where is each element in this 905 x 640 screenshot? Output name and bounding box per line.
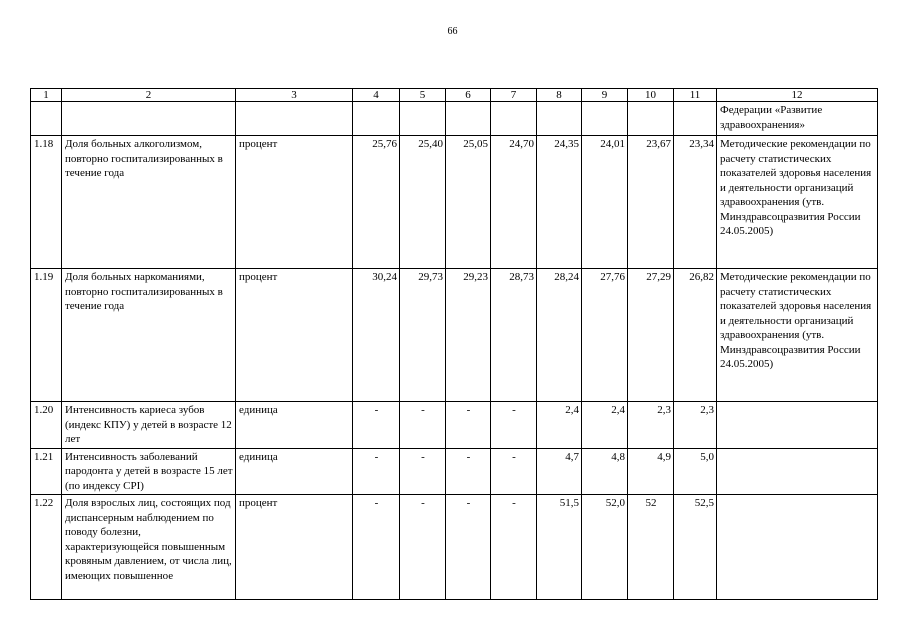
source-cell [717, 495, 878, 600]
value-cell: 4,8 [582, 448, 628, 495]
value-cell: - [491, 402, 537, 449]
header-cell: 10 [628, 89, 674, 102]
value-cell: 25,40 [400, 136, 446, 269]
table-row [31, 136, 878, 269]
value-cell: - [491, 495, 537, 600]
indicator-cell: Доля больных наркоманиями, повторно госпитализированных в течение года [62, 269, 236, 402]
unit-cell: единица [236, 402, 353, 449]
header-cell: 4 [353, 89, 400, 102]
unit-cell: процент [236, 495, 353, 600]
value-cell: 26,82 [674, 269, 717, 402]
row-id: 1.21 [31, 448, 62, 495]
value-cell: 27,29 [628, 269, 674, 402]
value-cell: 29,23 [446, 269, 491, 402]
header-cell: 3 [236, 89, 353, 102]
value-cell: 2,3 [628, 402, 674, 449]
value-cell: 23,67 [628, 136, 674, 269]
value-cell: 4,7 [537, 448, 582, 495]
header-cell: 8 [537, 89, 582, 102]
value-cell: 30,24 [353, 269, 400, 402]
header-cell: 11 [674, 89, 717, 102]
indicator-cell: Интенсивность заболеваний пародонта у детей в возрасте 15 лет (по индексу CPI) [62, 448, 236, 495]
source-cell [717, 448, 878, 495]
value-cell: 24,35 [537, 136, 582, 269]
value-cell: 28,73 [491, 269, 537, 402]
value-cell: 52,5 [674, 495, 717, 600]
value-cell: 52,0 [582, 495, 628, 600]
value-cell: 5,0 [674, 448, 717, 495]
value-cell: 29,73 [400, 269, 446, 402]
header-cell: 9 [582, 89, 628, 102]
value-cell: 25,76 [353, 136, 400, 269]
value-cell: 52 [628, 495, 674, 600]
indicator-cell: Доля больных алкоголизмом, повторно госпитализированных в течение года [62, 136, 236, 269]
header-row [31, 89, 878, 102]
value-cell: 51,5 [537, 495, 582, 600]
value-cell: - [446, 402, 491, 449]
unit-cell: процент [236, 269, 353, 402]
value-cell: - [353, 495, 400, 600]
row-id: 1.19 [31, 269, 62, 402]
value-cell: 28,24 [537, 269, 582, 402]
header-cell: 1 [31, 89, 62, 102]
value-cell: 23,34 [674, 136, 717, 269]
header-cell: 5 [400, 89, 446, 102]
indicators-table [30, 88, 878, 600]
value-cell: - [353, 402, 400, 449]
value-cell: 27,76 [582, 269, 628, 402]
value-cell: 24,70 [491, 136, 537, 269]
value-cell: - [446, 448, 491, 495]
table-row [31, 495, 878, 600]
value-cell: 25,05 [446, 136, 491, 269]
page-number: 66 [447, 26, 458, 37]
value-cell: - [400, 495, 446, 600]
value-cell: 2,4 [582, 402, 628, 449]
header-cell: 7 [491, 89, 537, 102]
table-row [31, 448, 878, 495]
header-cell: 2 [62, 89, 236, 102]
unit-cell: единица [236, 448, 353, 495]
table-row [31, 269, 878, 402]
indicator-cell: Доля взрослых лиц, состоящих под диспансерным наблюдением по поводу болезни, характеризующейся повышенным кровяным давлением, от числа лиц, имеющих повышенное [62, 495, 236, 600]
source-cell: Федерации «Развитие здравоохранения» [717, 102, 878, 136]
unit-cell: процент [236, 136, 353, 269]
row-id: 1.22 [31, 495, 62, 600]
value-cell: - [400, 402, 446, 449]
source-cell [717, 402, 878, 449]
value-cell: - [400, 448, 446, 495]
value-cell: 2,4 [537, 402, 582, 449]
value-cell: 2,3 [674, 402, 717, 449]
continuation-row [31, 102, 878, 136]
value-cell: - [353, 448, 400, 495]
table-row [31, 402, 878, 449]
value-cell: 4,9 [628, 448, 674, 495]
value-cell: 24,01 [582, 136, 628, 269]
source-cell: Методические рекомендации по расчету статистических показателей здоровья населения и деятельности организаций здравоохранения (утв. Минздравсоцразвития России 24.05.2005) [717, 269, 878, 402]
header-cell: 6 [446, 89, 491, 102]
value-cell: - [491, 448, 537, 495]
source-cell: Методические рекомендации по расчету статистических показателей здоровья населения и деятельности организаций здравоохранения (утв. Минздравсоцразвития России 24.05.2005) [717, 136, 878, 269]
indicator-cell: Интенсивность кариеса зубов (индекс КПУ) у детей в возрасте 12 лет [62, 402, 236, 449]
value-cell: - [446, 495, 491, 600]
row-id: 1.18 [31, 136, 62, 269]
row-id: 1.20 [31, 402, 62, 449]
header-cell: 12 [717, 89, 878, 102]
